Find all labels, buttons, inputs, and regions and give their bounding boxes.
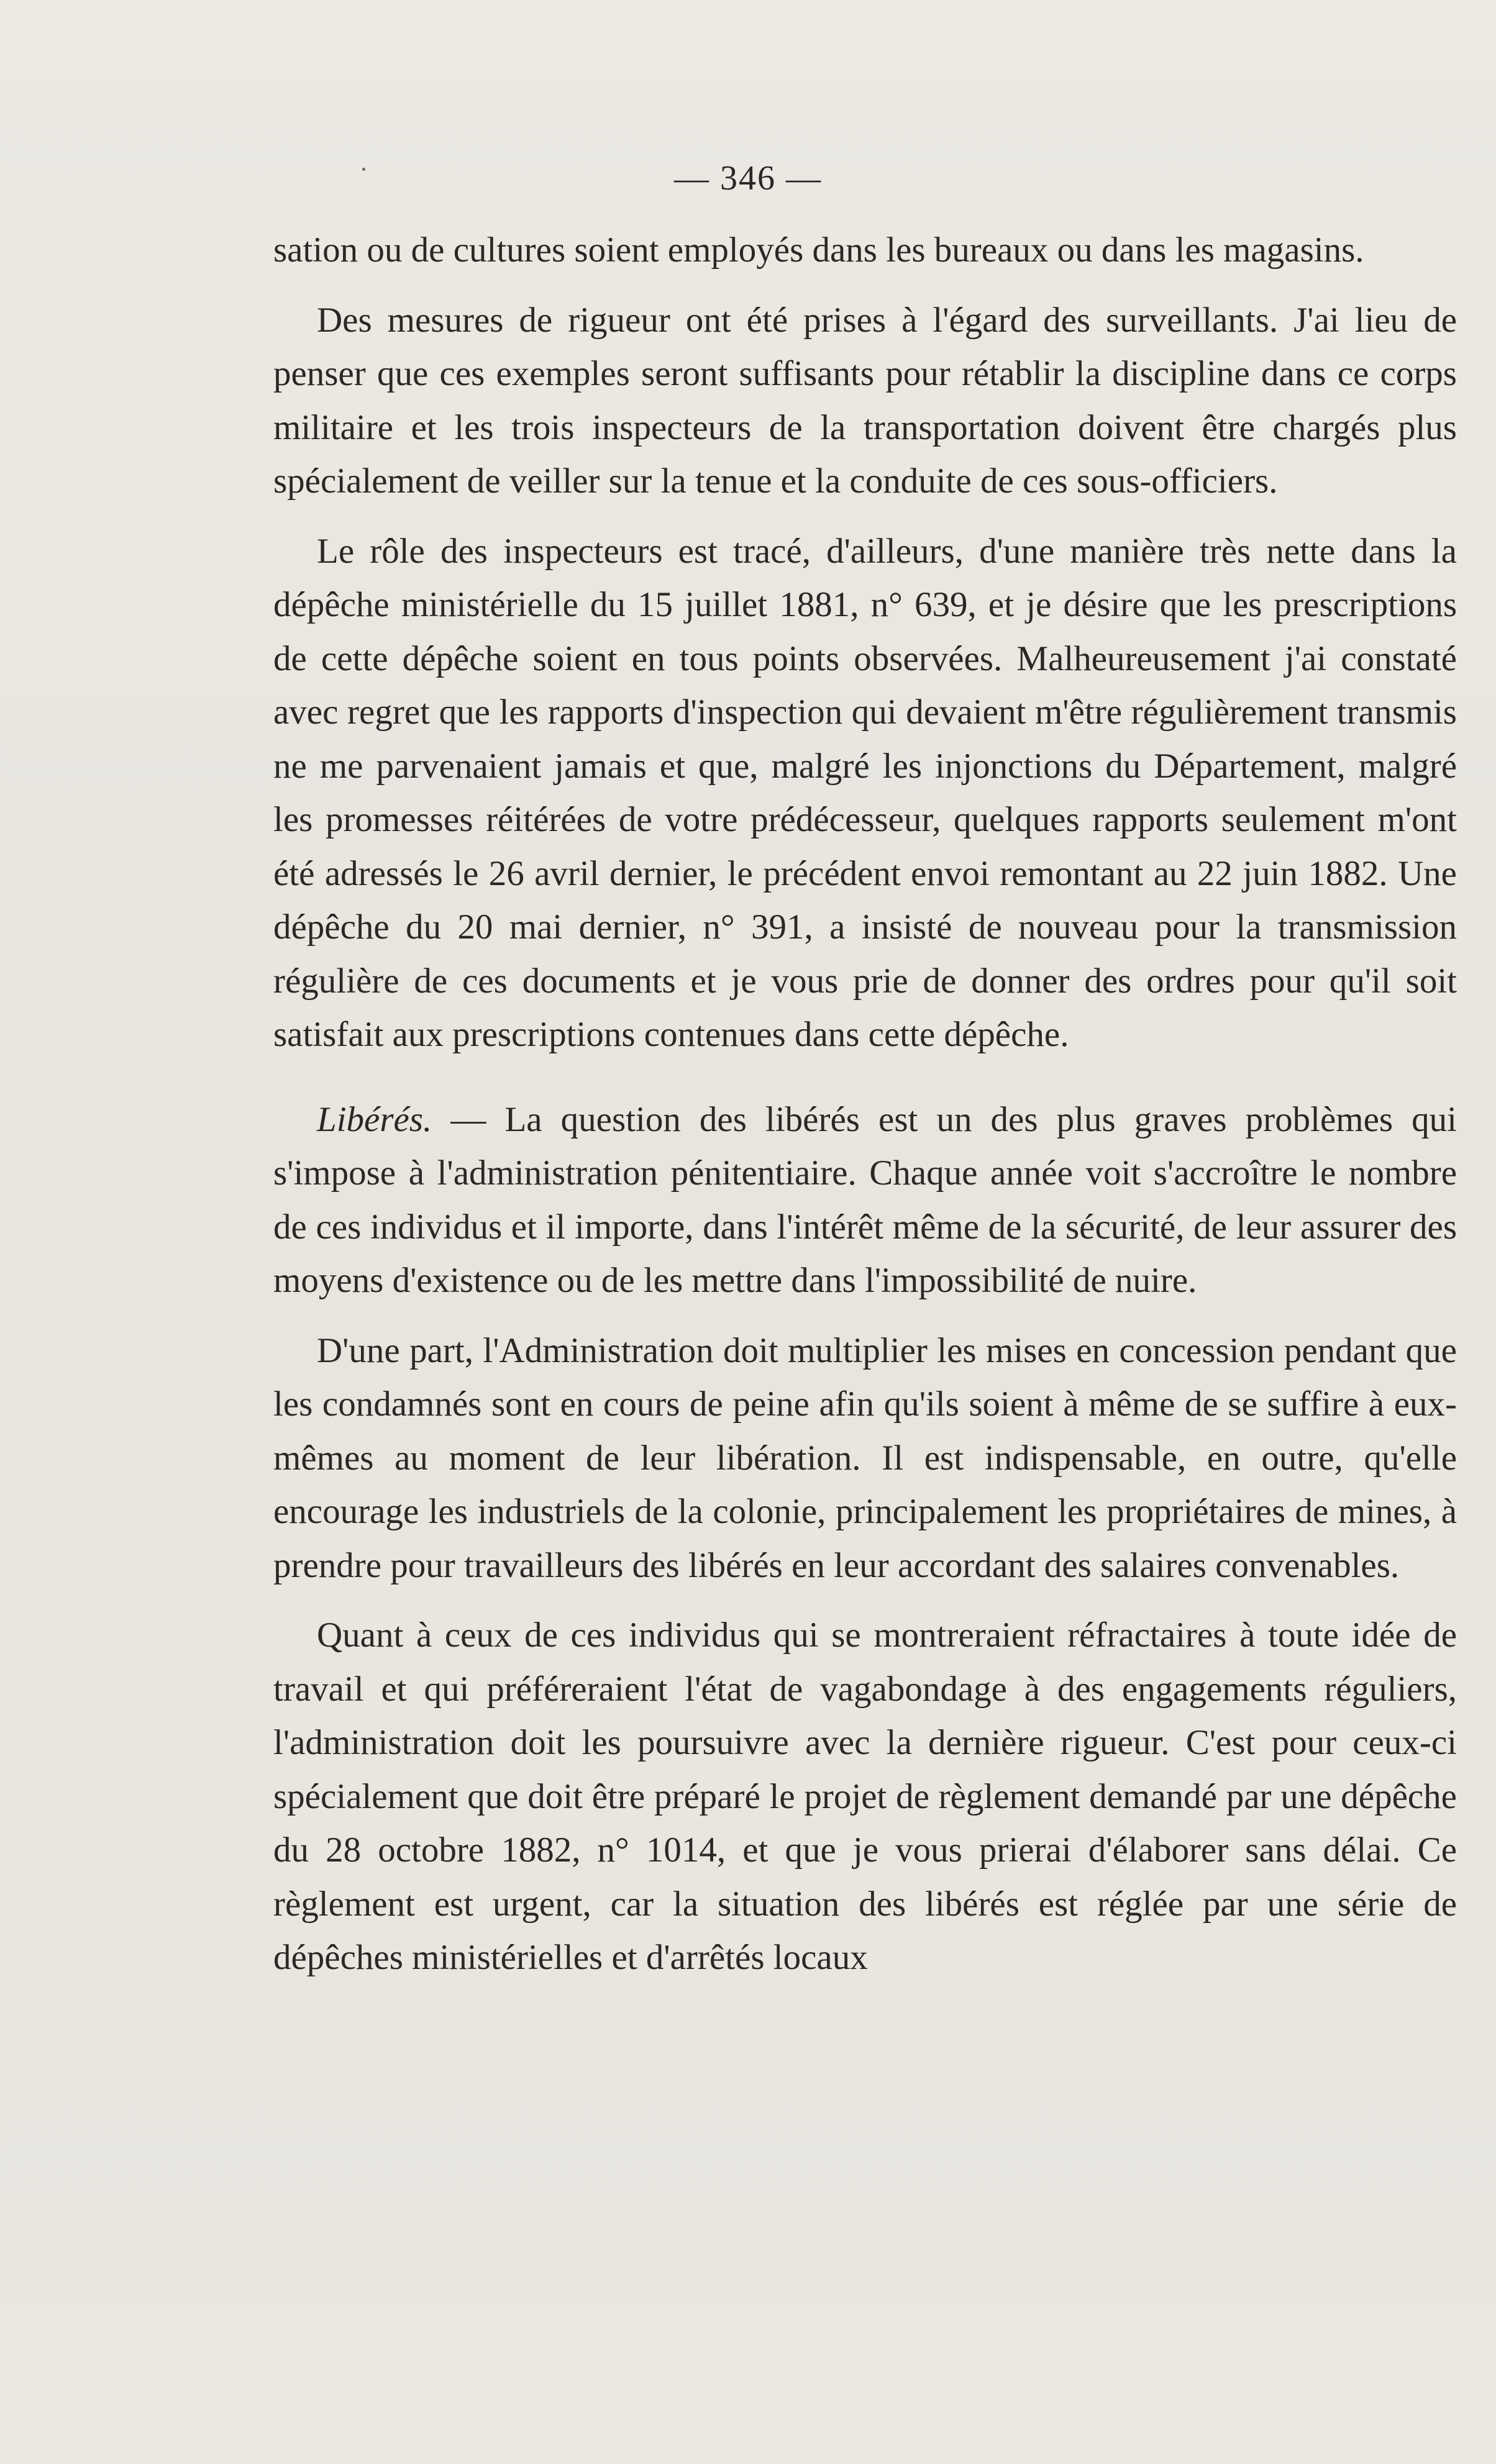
paragraph-reglement: Quant à ceux de ces individus qui se montreraient réfractaires à toute idée de travail et qui préféreraient l'état de vagabondage à des engagements réguliers, l'administration doit les poursuivre avec la dernière rigueur. C'est pour ceux-ci spécialement que doit être préparé le projet de règlement demandé par une dépêche du 28 octobre 1882, n° 1014, et que je vous prierai d'élaborer sans délai. Ce règlement est urgent, car la situation des libérés est réglée par une série de dépêches ministérielles et d'arrêtés locaux	[273, 1616, 1457, 1977]
paragraph-surveillants: Des mesures de rigueur ont été prises à l'égard des surveillants. J'ai lieu de penser que ces exemples seront suffisants pour rétablir la discipline dans ce corps militaire et les trois inspecteurs de la transportation doivent être chargés plus spécialement de veiller sur la tenue et la conduite de ces sous-officiers.	[273, 300, 1457, 501]
paragraph-liberes-text: — La question des libérés est un des plus graves problèmes qui s'impose à l'administration pénitentiaire. Chaque année voit s'accroître le nombre de ces individus et il importe, dans l'intérêt même de la sécurité, de leur assurer des moyens d'existence ou de les mettre dans l'impossibilité de nuire.	[273, 1099, 1457, 1300]
paragraph-liberes	[273, 1093, 1457, 1308]
section-heading-liberes: Libérés.	[317, 1099, 432, 1139]
body-text	[273, 224, 1457, 2001]
paragraph-inspecteurs: Le rôle des inspecteurs est tracé, d'ailleurs, d'une manière très nette dans la dépêche ministérielle du 15 juillet 1881, n° 639, et je désire que les prescriptions de cette dépêche soient en tous points observées. Malheureusement j'ai constaté avec regret que les rapports d'inspection qui devaient m'être régulièrement transmis ne me parvenaient jamais et que, malgré les injonctions du Département, malgré les promesses réitérées de votre prédécesseur, quelques rapports seulement m'ont été adressés le 26 avril dernier, le précédent envoi remontant au 22 juin 1882. Une dépêche du 20 mai dernier, n° 391, a insisté de nouveau pour la transmission régulière de ces documents et je vous prie de donner des ordres pour qu'il soit satisfait aux prescriptions contenues dans cette dépêche.	[273, 531, 1457, 1054]
page-number: — 346 —	[674, 159, 822, 198]
paragraph-continuation: sation ou de cultures soient employés dans les bureaux ou dans les magasins.	[273, 230, 1364, 270]
paragraph-concessions: D'une part, l'Administration doit multiplier les mises en concession pendant que les condamnés sont en cours de peine afin qu'ils soient à même de se suffire à eux-mêmes au moment de leur libération. Il est indispensable, en outre, qu'elle encourage les industriels de la colonie, principalement les propriétaires de mines, à prendre pour travailleurs des libérés en leur accordant des salaires convenables.	[273, 1330, 1457, 1585]
